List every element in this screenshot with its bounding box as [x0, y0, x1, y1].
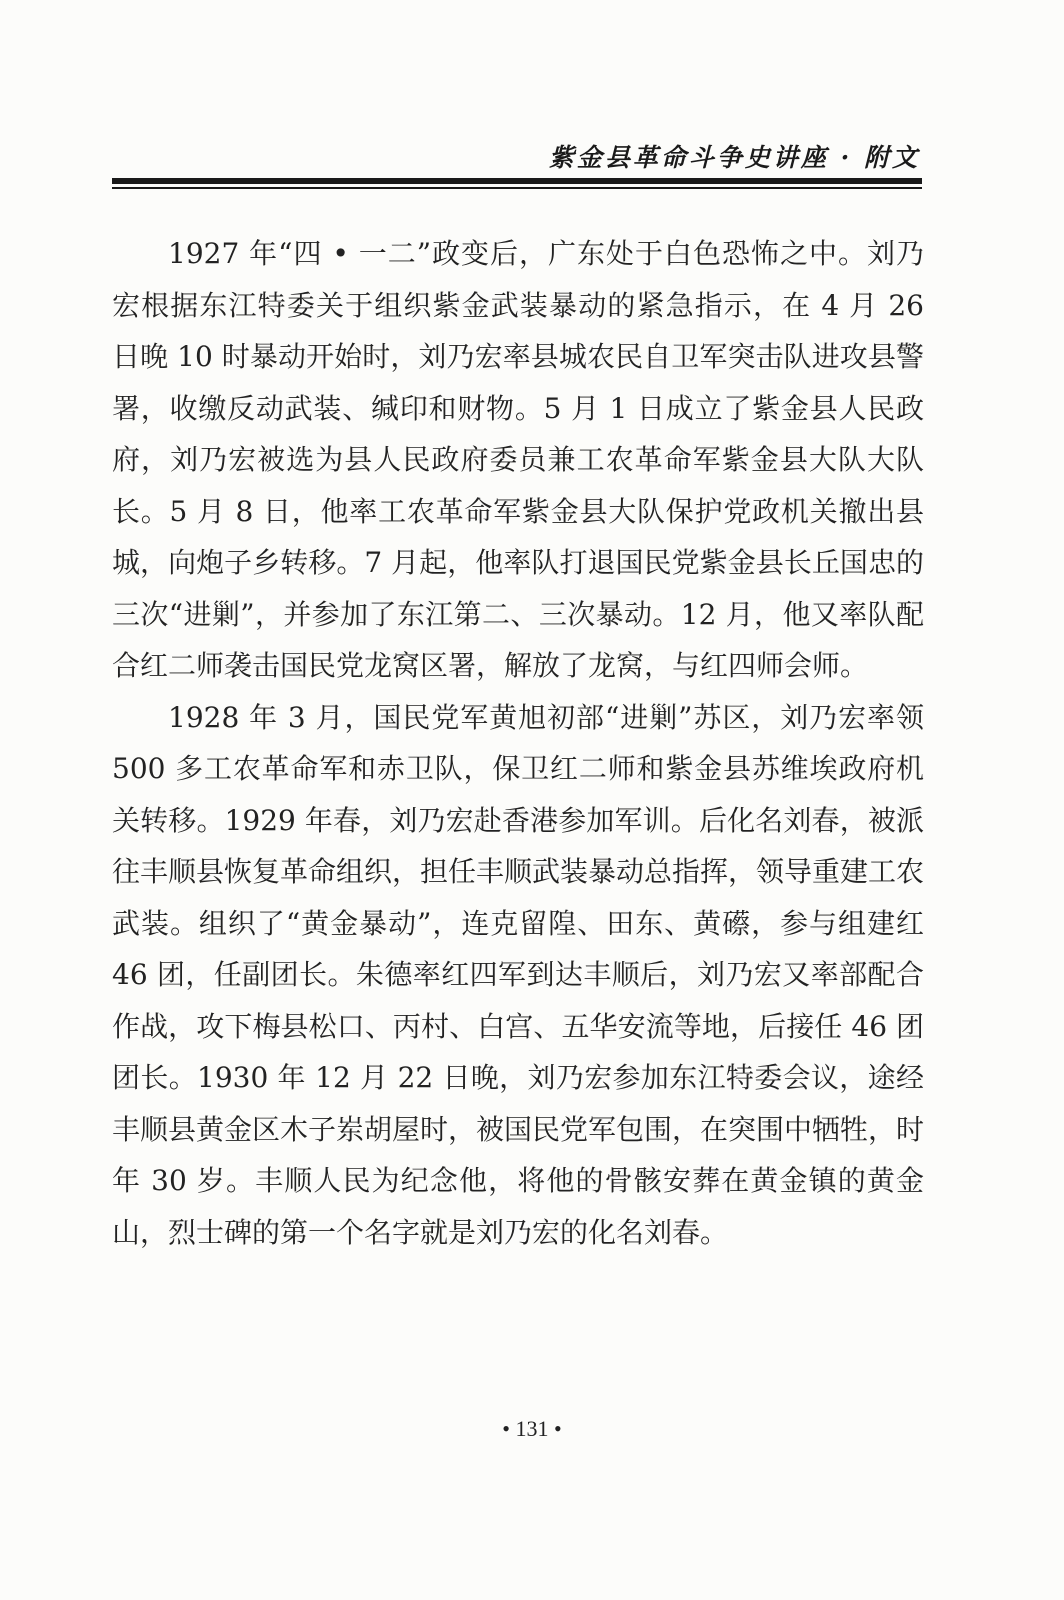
paragraph-2: 1928 年 3 月，国民党军黄旭初部“进剿”苏区，刘乃宏率领 500 多工农革命军和赤卫队，保卫红二师和紫金县苏维埃政府机关转移。1929 年春，刘乃宏赴香港参加军训。后化名刘春，被派往丰顺县恢复革命组织，担任丰顺武装暴动总指挥，领导重建工农武装。组织了“黄金暴动”，连克留隍、田东、黄礤，参与组建红 46 团，任副团长。朱德率红四军到达丰顺后，刘乃宏又率部配合作战，攻下梅县松口、丙村、白宫、五华安流等地，后接任 46 团团长。1930 年 12 月 22 日晚，刘乃宏参加东江特委会议，途经丰顺县黄金区木子岽胡屋时，被国民党军包围，在突围中牺牲，时年 30 岁。丰顺人民为纪念他，将他的骨骸安葬在黄金镇的黄金山，烈士碑的第一个名字就是刘乃宏的化名刘春。 — [112, 700, 925, 1249]
page-number: • 131 • — [502, 1416, 562, 1441]
header-rule-thick — [112, 178, 922, 184]
paragraph-1: 1927 年“四 • 一二”政变后，广东处于白色恐怖之中。刘乃宏根据东江特委关于组织紫金武装暴动的紧急指示，在 4 月 26 日晚 10 时暴动开始时，刘乃宏率县城农民自卫军突击队进攻县警署，收缴反动武装、缄印和财物。5 月 1 日成立了紫金县人民政府，刘乃宏被选为县人民政府委员兼工农革命军紫金县大队大队长。5 月 8 日，他率工农革命军紫金县大队保护党政机关撤出县城，向炮子乡转移。7 月起，他率队打退国民党紫金县长丘国忠的三次“进剿”，并参加了东江第二、三次暴动。12 月，他又率队配合红二师袭击国民党龙窝区署，解放了龙窝，与红四师会师。 — [112, 237, 924, 682]
body-text — [112, 228, 924, 1258]
header-rule-thin — [112, 187, 922, 189]
running-header: 紫金县革命斗争史讲座 · 附文 — [548, 143, 920, 172]
